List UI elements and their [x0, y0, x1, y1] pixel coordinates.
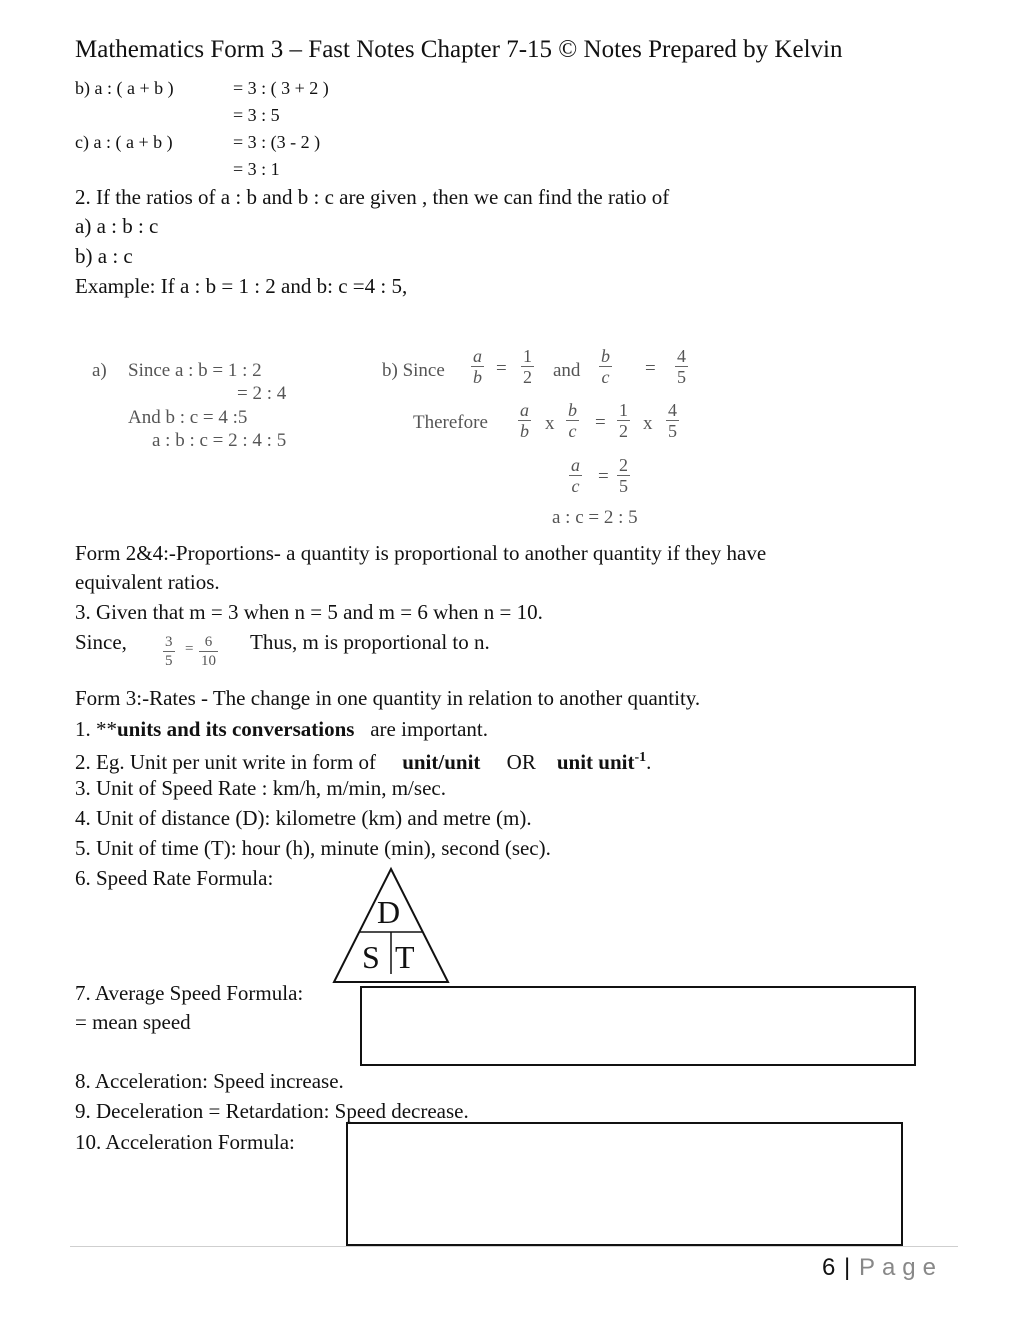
rates-item9: 9. Deceleration = Retardation: Speed decrease. [75, 1099, 469, 1123]
proportion-frac-3-5: $\frac{3}{5}$ [165, 634, 173, 669]
rates-item10: 10. Acceleration Formula: [75, 1130, 295, 1154]
fig-frac-a-over-b-2: $\frac{a}{b}$ [520, 400, 529, 441]
rates-item6: 6. Speed Rate Formula: [75, 866, 274, 890]
fig-frac-b-over-c-2: $\frac{b}{c}$ [568, 400, 577, 441]
fig-frac-4-over-5: $\frac{4}{5}$ [677, 346, 686, 387]
ratio-b-right: = 3 : ( 3 + 2 ) [233, 78, 329, 98]
rates-item7: 7. Average Speed Formula: [75, 981, 304, 1005]
fig-times-2: x [643, 413, 653, 434]
fig-eq-3: = [595, 412, 606, 433]
acceleration-formula-box [346, 1122, 903, 1246]
fig-eq-2: = [645, 358, 656, 379]
section2-example: Example: If a : b = 1 : 2 and b: c =4 : 5, [75, 274, 408, 298]
fig-eq-4: = [598, 466, 609, 487]
page-word: Page [858, 1254, 943, 1281]
rates-item7-mean-speed: = mean speed [75, 1010, 191, 1034]
fig-therefore: Therefore [413, 412, 488, 433]
fig-and: and [553, 360, 581, 381]
fig-a-line4: a : b : c = 2 : 4 : 5 [152, 430, 287, 451]
fig-times-1: x [545, 413, 555, 434]
proportions-since: Since, [75, 630, 127, 654]
ratio-c-right: = 3 : (3 - 2 ) [233, 132, 321, 152]
proportions-line2: equivalent ratios. [75, 570, 220, 594]
page-separator: | [844, 1254, 852, 1281]
fig-a-label: a) [92, 360, 107, 381]
ratio-c-left: c) a : ( a + b ) [75, 132, 173, 152]
fig-frac-a-over-b: $\frac{a}{b}$ [473, 346, 482, 387]
fig-a-line2: = 2 : 4 [237, 383, 287, 404]
proportions-line3: 3. Given that m = 3 when n = 5 and m = 6 when n = 10. [75, 600, 543, 624]
ratio-c-result: = 3 : 1 [233, 159, 280, 179]
page-number: 6 [822, 1254, 837, 1281]
fig-frac-1-over-2-2: $\frac{1}{2}$ [619, 400, 628, 441]
proportions-line1: Form 2&4:-Proportions- a quantity is proportional to another quantity if they have [75, 541, 767, 565]
fig-frac-1-over-2: $\frac{1}{2}$ [523, 346, 532, 387]
rates-item3: 3. Unit of Speed Rate : km/h, m/min, m/sec. [75, 776, 446, 800]
page-header-title: Mathematics Form 3 – Fast Notes Chapter 7-15 © Notes Prepared by Kelvin [75, 36, 843, 63]
fig-b-label: b) Since [382, 360, 445, 381]
average-speed-formula-box [360, 986, 916, 1066]
rates-item1: 1. **units and its conversations are important. [75, 717, 489, 741]
section2-item-b: b) a : c [75, 244, 133, 268]
fig-frac-b-over-c: $\frac{b}{c}$ [601, 346, 610, 387]
page-number-footer [822, 1254, 943, 1282]
ratio-b-result: = 3 : 5 [233, 105, 280, 125]
section2-item-a: a) a : b : c [75, 214, 159, 238]
footer-divider [70, 1246, 958, 1247]
fig-a-line1: Since a : b = 1 : 2 [128, 360, 262, 381]
proportion-frac-6-10: $\frac{6}{10}$ [201, 634, 216, 669]
fig-a-line3: And b : c = 4 :5 [128, 407, 248, 428]
fig-frac-2-over-5: $\frac{2}{5}$ [619, 455, 628, 496]
proportions-thus: Thus, m is proportional to n. [250, 630, 490, 654]
fig-frac-4-over-5-2: $\frac{4}{5}$ [668, 400, 677, 441]
rates-item8: 8. Acceleration: Speed increase. [75, 1069, 344, 1093]
fig-eq-1: = [496, 358, 507, 379]
rates-item4: 4. Unit of distance (D): kilometre (km) and metre (m). [75, 806, 532, 830]
triangle-label-t: T [395, 939, 415, 975]
triangle-label-s: S [362, 939, 380, 975]
rates-item5: 5. Unit of time (T): hour (h), minute (min), second (sec). [75, 836, 551, 860]
fig-frac-a-over-c: $\frac{a}{c}$ [571, 455, 580, 496]
fig-ac-result: a : c = 2 : 5 [552, 507, 638, 528]
rates-item2: 2. Eg. Unit per unit write in form of unit/unit OR unit unit$^{-1}$. [75, 750, 652, 774]
rates-title: Form 3:-Rates - The change in one quantity in relation to another quantity. [75, 686, 701, 710]
proportion-eq: = [185, 641, 194, 657]
ratio-b-left: b) a : ( a + b ) [75, 78, 174, 98]
triangle-label-d: D [377, 894, 401, 930]
section2-intro: 2. If the ratios of a : b and b : c are given , then we can find the ratio of [75, 185, 670, 209]
